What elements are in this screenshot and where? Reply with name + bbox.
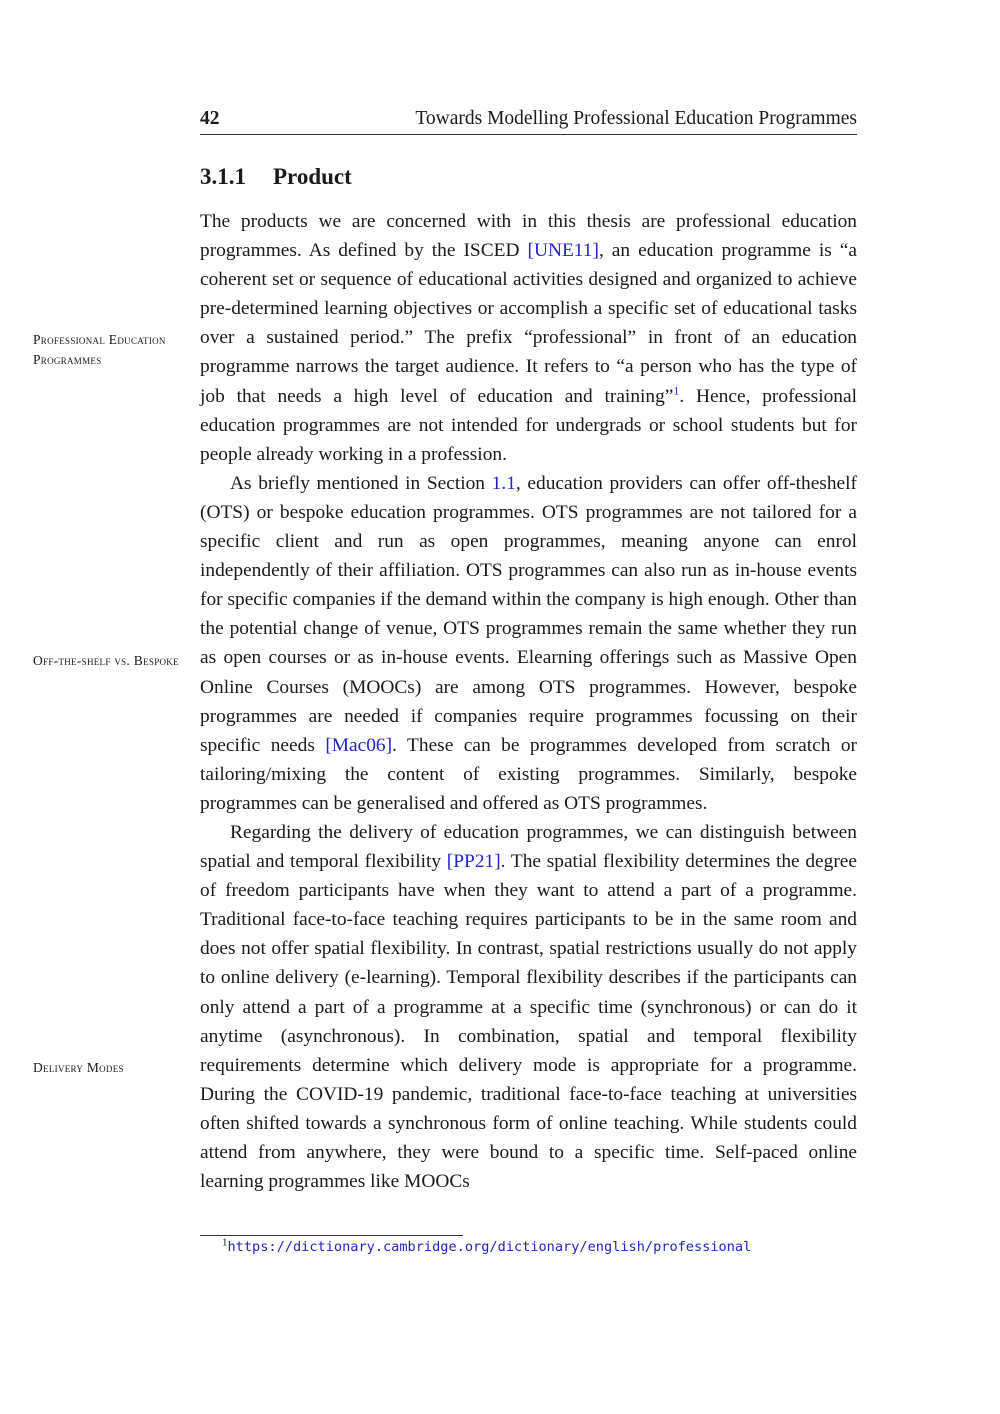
- paragraph-2-text-a: As briefly mentioned in Section: [230, 472, 492, 494]
- margin-note-delivery-modes: Delivery Modes: [33, 1060, 124, 1075]
- paragraph-3-text-a: Regarding the delivery of education programmes, we can distinguish between spatial and temporal flexibility: [200, 821, 857, 873]
- section-title: Product: [273, 164, 352, 189]
- paragraph-2-text-b: , education providers can offer off-theshelf (OTS) or bespoke education programmes. OTS programmes are not tailored for a specific client and run as open programmes, meaning anyone can enrol independently of their affiliation. OTS programmes can also run as in-house events for specific companies if the demand within the company is high enough. Other than the potential change of venue, OTS programmes remain the same whether they run as open courses or as in-house events. Elearning offerings such as Massive Open Online Courses (MOOCs) are among OTS programmes. However, bespoke programmes are needed if companies require programmes focussing on their specific needs: [200, 472, 858, 756]
- section-number: 3.1.1: [200, 164, 246, 189]
- footnote-ref[interactable]: 1: [673, 383, 680, 398]
- running-title: Towards Modelling Professional Education Programmes: [415, 108, 857, 129]
- margin-note-professional-education: Professional Education Programmes: [33, 332, 166, 367]
- paragraph-1-text-a: The products we are concerned with in this thesis are professional education programmes. As defined by the ISCED: [200, 211, 857, 262]
- paragraph-2-text-c: . These can be programmes developed from scratch or tailoring/mixing the content of existing programmes. Similarly, bespoke programmes can be generalised and offered as OTS programmes.: [200, 734, 857, 814]
- page-number: 42: [200, 108, 220, 129]
- paragraph-1-text-b: , an education programme is “a coherent set or sequence of educational activities designed and organized to achieve pre-determined learning objectives or accomplish a specific set of educational tasks over a sustained period.” The prefix “professional” in front of an education programme narrows the target audience. It refers to “a person who has the type of job that needs a high level of education and training”: [200, 240, 857, 407]
- body-text: [200, 207, 857, 1196]
- section-ref-link[interactable]: 1.1: [491, 472, 516, 494]
- margin-note-off-the-shelf: Off-the-shelf vs. Bespoke: [33, 653, 179, 668]
- citation-une11[interactable]: [UNE11]: [527, 240, 599, 262]
- citation-mac06[interactable]: [Mac06]: [325, 734, 393, 756]
- section-heading: [200, 164, 352, 190]
- paragraph-2: [200, 469, 857, 818]
- footnote-url-link[interactable]: https://dictionary.cambridge.org/dictionary/english/professional: [227, 1239, 752, 1255]
- paragraph-1-text-c: . Hence, professional education programmes are not intended for undergrads or school students but for people already working in a profession.: [200, 385, 857, 465]
- paragraph-3-text-b: . The spatial flexibility determines the degree of freedom participants have when they want to attend a part of a programme. Traditional face-to-face teaching requires participants to be in the same room and does not offer spatial flexibility. In contrast, spatial restrictions usually do not apply to online delivery (e-learning). Temporal flexibility describes if the participants can only attend a part of a programme at a specific time (synchronous) or can do it anytime (asynchronous). In combination, spatial and temporal flexibility requirements determine which delivery mode is appropriate for a programme. During the COVID-19 pandemic, traditional face-to-face teaching at universities often shifted towards a synchronous form of online teaching. While students could attend from anywhere, they were bound to a specific time. Self-paced online learning programmes like MOOCs: [200, 851, 857, 1193]
- paragraph-3: [200, 818, 857, 1196]
- footnote: [222, 1236, 752, 1255]
- citation-pp21[interactable]: [PP21]: [446, 851, 501, 873]
- running-header: [200, 106, 857, 135]
- paragraph-1: [200, 207, 857, 469]
- footnote-divider: [200, 1235, 463, 1236]
- footnote-mark: 1: [222, 1236, 228, 1249]
